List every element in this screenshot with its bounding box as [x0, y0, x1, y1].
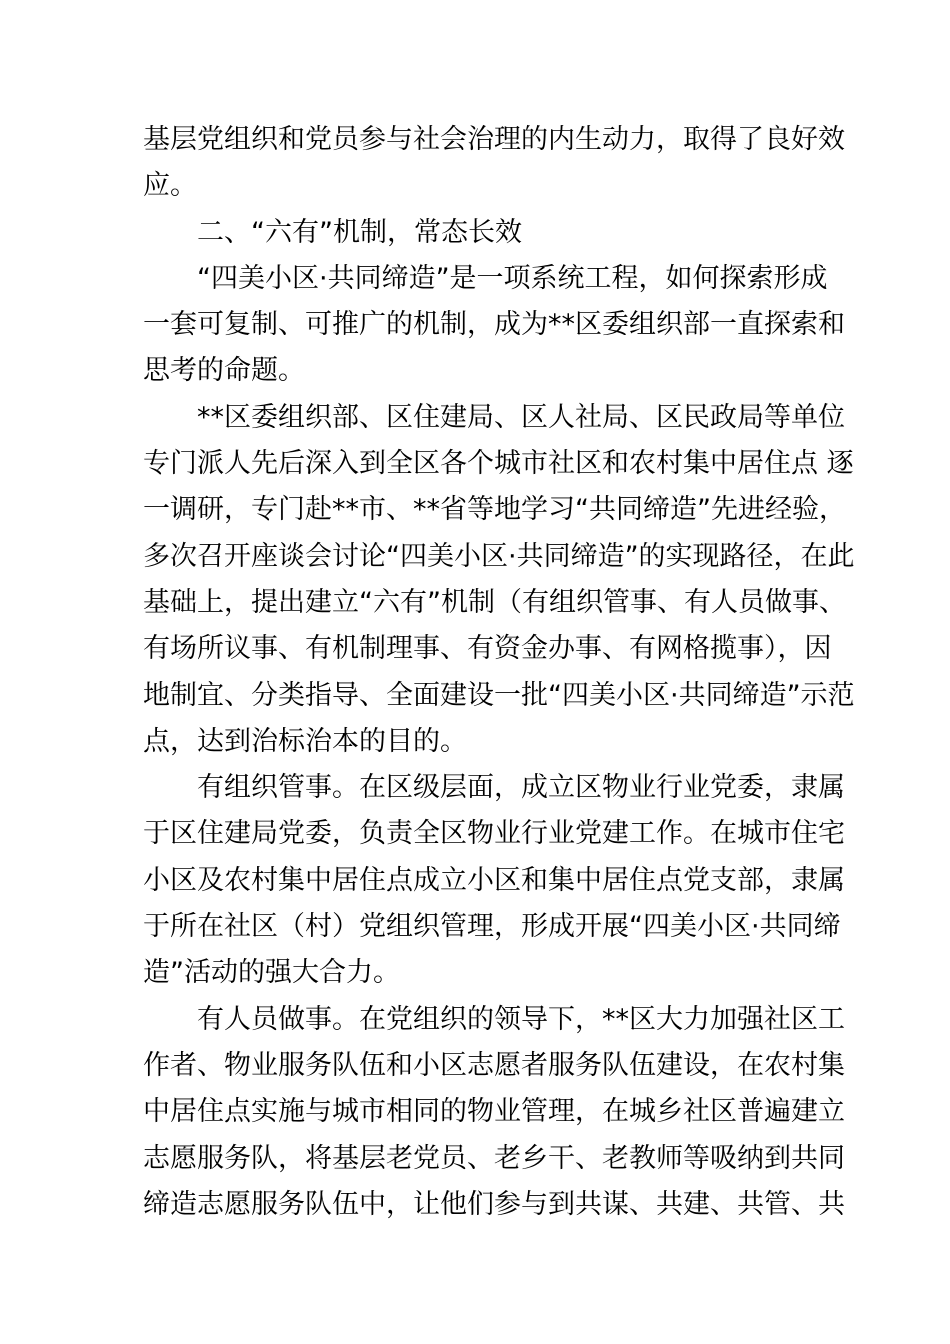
text-line: 于所在社区（村）党组织管理，形成开展“四美小区·共同缔: [143, 911, 841, 943]
text-line: 有人员做事。在党组织的领导下，**区大力加强社区工: [197, 1003, 845, 1035]
text-line: 思考的命题。: [143, 355, 305, 387]
text-line: 有组织管事。在区级层面，成立区物业行业党委，隶属: [197, 772, 845, 804]
text-line: 中居住点实施与城市相同的物业管理，在城乡社区普遍建立: [143, 1096, 845, 1128]
text-line: 造”活动的强大合力。: [143, 957, 400, 989]
text-line: 地制宜、分类指导、全面建设一批“四美小区·共同缔造”示范: [143, 679, 855, 711]
text-line: 于区住建局党委，负责全区物业行业党建工作。在城市住宅: [143, 818, 845, 850]
text-line: 点，达到治标治本的目的。: [143, 725, 467, 757]
section-heading: 二、“六有”机制，常态长效: [197, 216, 522, 248]
text-line: 专门派人先后深入到全区各个城市社区和农村集中居住点 逐: [143, 448, 854, 480]
text-line: 作者、物业服务队伍和小区志愿者服务队伍建设，在农村集: [143, 1049, 845, 1081]
text-line: 一套可复制、可推广的机制，成为**区委组织部一直探索和: [143, 309, 845, 341]
text-line: **区委组织部、区住建局、区人社局、区民政局等单位: [197, 401, 845, 433]
document-body: [143, 117, 855, 1228]
text-line: 志愿服务队，将基层老党员、老乡干、老教师等吸纳到共同: [143, 1142, 845, 1174]
text-line: 多次召开座谈会讨论“四美小区·共同缔造”的实现路径，在此: [143, 540, 855, 572]
text-line: 有场所议事、有机制理事、有资金办事、有网格揽事），因: [143, 633, 832, 665]
text-line: 基层党组织和党员参与社会治理的内生动力，取得了良好效: [143, 124, 845, 155]
text-line: 基础上，提出建立“六有”机制（有组织管事、有人员做事、: [143, 586, 846, 618]
text-line: “四美小区·共同缔造”是一项系统工程，如何探索形成: [197, 262, 828, 294]
text-line: 一调研，专门赴**市、**省等地学习“共同缔造”先进经验，: [143, 494, 846, 526]
text-line: 应。: [143, 170, 197, 202]
text-line: 小区及农村集中居住点成立小区和集中居住点党支部，隶属: [143, 864, 845, 896]
text-line: 缔造志愿服务队伍中，让他们参与到共谋、共建、共管、共: [143, 1188, 845, 1220]
